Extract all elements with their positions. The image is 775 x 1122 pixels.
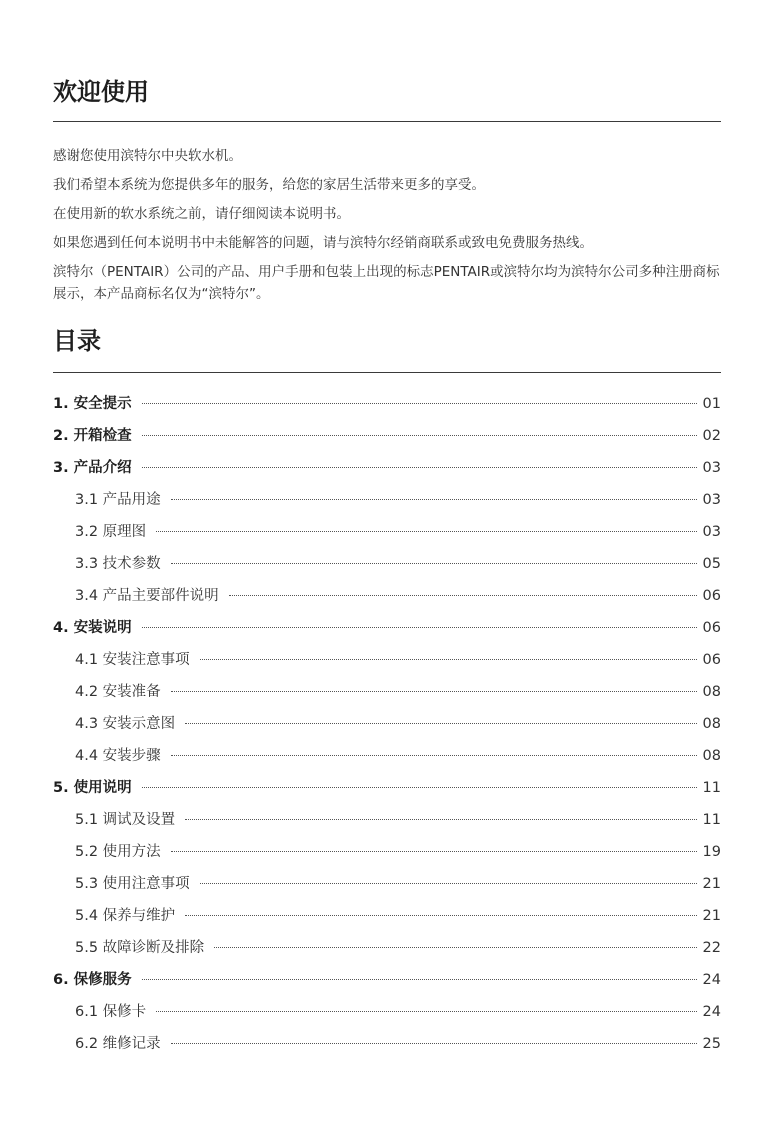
toc-dot-leader bbox=[142, 979, 697, 980]
toc-entry-page: 05 bbox=[702, 556, 721, 572]
toc-entry-page: 03 bbox=[702, 460, 721, 476]
welcome-line: 在使用新的软水系统之前，请仔细阅读本说明书。 bbox=[53, 206, 350, 222]
toc-dot-leader bbox=[200, 883, 697, 884]
toc-entry[interactable] bbox=[53, 648, 721, 680]
toc-entry[interactable] bbox=[53, 808, 721, 840]
toc-entry-page: 25 bbox=[702, 1036, 721, 1052]
toc-entry-label: 3. 产品介绍 bbox=[53, 460, 132, 476]
toc-entry-page: 02 bbox=[702, 428, 721, 444]
toc-entry-label: 4.2 安装准备 bbox=[75, 684, 161, 700]
toc-entry-page: 11 bbox=[702, 812, 721, 828]
toc-entry-page: 06 bbox=[702, 652, 721, 668]
toc-entry-label: 5.3 使用注意事项 bbox=[75, 876, 190, 892]
welcome-text bbox=[53, 142, 733, 305]
toc-dot-leader bbox=[142, 403, 697, 404]
welcome-line: 如果您遇到任何本说明书中未能解答的问题，请与滨特尔经销商联系或致电免费服务热线。 bbox=[53, 235, 593, 251]
toc-entry-page: 08 bbox=[702, 748, 721, 764]
toc-dot-leader bbox=[171, 1043, 697, 1044]
toc-entry-page: 06 bbox=[702, 620, 721, 636]
toc-entry[interactable] bbox=[53, 456, 721, 488]
toc-entry[interactable] bbox=[53, 840, 721, 872]
welcome-line-trademark: 滨特尔（PENTAIR）公司的产品、用户手册和包装上出现的标志PENTAIR或滨特尔均为滨特尔公司多种注册商标展示，本产品商标名仅为“滨特尔”。 bbox=[53, 264, 720, 302]
toc-entry-page: 08 bbox=[702, 716, 721, 732]
toc-entry[interactable] bbox=[53, 968, 721, 1000]
welcome-line: 感谢您使用滨特尔中央软水机。 bbox=[53, 148, 242, 164]
toc-entry[interactable] bbox=[53, 936, 721, 968]
toc-entry-page: 11 bbox=[702, 780, 721, 796]
toc-entry-page: 06 bbox=[702, 588, 721, 604]
toc-dot-leader bbox=[229, 595, 697, 596]
toc-title: 目录 bbox=[53, 327, 101, 355]
toc-entry-label: 1. 安全提示 bbox=[53, 396, 132, 412]
toc-dot-leader bbox=[156, 531, 696, 532]
toc-entry[interactable] bbox=[53, 1032, 721, 1064]
toc-entry[interactable] bbox=[53, 1000, 721, 1032]
toc-dot-leader bbox=[171, 563, 697, 564]
toc-entry[interactable] bbox=[53, 488, 721, 520]
toc-entry-label: 5.1 调试及设置 bbox=[75, 812, 176, 828]
toc-entry[interactable] bbox=[53, 872, 721, 904]
toc-entry-page: 03 bbox=[702, 524, 721, 540]
toc-entry-label: 5. 使用说明 bbox=[53, 780, 132, 796]
toc-entry-label: 4.4 安装步骤 bbox=[75, 748, 161, 764]
toc-entry-label: 3.1 产品用途 bbox=[75, 492, 161, 508]
toc-entry-label: 6. 保修服务 bbox=[53, 972, 132, 988]
welcome-line: 我们希望本系统为您提供多年的服务，给您的家居生活带来更多的享受。 bbox=[53, 177, 485, 193]
toc-entry[interactable] bbox=[53, 424, 721, 456]
toc-entry[interactable] bbox=[53, 520, 721, 552]
toc-dot-leader bbox=[142, 435, 697, 436]
toc-entry-label: 6.2 维修记录 bbox=[75, 1036, 161, 1052]
toc-entry[interactable] bbox=[53, 616, 721, 648]
toc-dot-leader bbox=[142, 787, 697, 788]
toc-entry-page: 01 bbox=[702, 396, 721, 412]
toc-entry-label: 2. 开箱检查 bbox=[53, 428, 132, 444]
toc-list bbox=[53, 392, 721, 1064]
toc-dot-leader bbox=[171, 755, 697, 756]
toc-entry-label: 4.1 安装注意事项 bbox=[75, 652, 190, 668]
toc-entry-page: 03 bbox=[702, 492, 721, 508]
toc-dot-leader bbox=[171, 691, 697, 692]
toc-dot-leader bbox=[171, 499, 697, 500]
toc-entry-label: 4.3 安装示意图 bbox=[75, 716, 176, 732]
toc-entry-page: 24 bbox=[702, 1004, 721, 1020]
toc-dot-leader bbox=[200, 659, 697, 660]
welcome-title: 欢迎使用 bbox=[53, 78, 149, 106]
toc-entry-page: 24 bbox=[702, 972, 721, 988]
toc-entry-label: 6.1 保修卡 bbox=[75, 1004, 147, 1020]
toc-entry[interactable] bbox=[53, 904, 721, 936]
toc-dot-leader bbox=[185, 819, 696, 820]
toc-dot-leader bbox=[185, 915, 696, 916]
toc-entry[interactable] bbox=[53, 744, 721, 776]
toc-dot-leader bbox=[171, 851, 697, 852]
toc-dot-leader bbox=[185, 723, 696, 724]
toc-divider bbox=[53, 372, 721, 373]
toc-entry-page: 21 bbox=[702, 876, 721, 892]
welcome-divider bbox=[53, 121, 721, 122]
toc-entry-label: 4. 安装说明 bbox=[53, 620, 132, 636]
toc-dot-leader bbox=[156, 1011, 696, 1012]
toc-entry[interactable] bbox=[53, 712, 721, 744]
toc-entry[interactable] bbox=[53, 584, 721, 616]
toc-entry-label: 5.5 故障诊断及排除 bbox=[75, 940, 205, 956]
toc-entry[interactable] bbox=[53, 776, 721, 808]
toc-dot-leader bbox=[142, 467, 697, 468]
toc-entry-label: 5.4 保养与维护 bbox=[75, 908, 176, 924]
toc-entry-label: 3.3 技术参数 bbox=[75, 556, 161, 572]
toc-dot-leader bbox=[142, 627, 697, 628]
toc-entry[interactable] bbox=[53, 552, 721, 584]
toc-dot-leader bbox=[214, 947, 696, 948]
toc-entry-page: 21 bbox=[702, 908, 721, 924]
toc-entry[interactable] bbox=[53, 392, 721, 424]
toc-entry-label: 3.2 原理图 bbox=[75, 524, 147, 540]
toc-entry-page: 19 bbox=[702, 844, 721, 860]
toc-entry-label: 3.4 产品主要部件说明 bbox=[75, 588, 219, 604]
toc-entry-page: 08 bbox=[702, 684, 721, 700]
toc-entry[interactable] bbox=[53, 680, 721, 712]
toc-entry-page: 22 bbox=[702, 940, 721, 956]
toc-entry-label: 5.2 使用方法 bbox=[75, 844, 161, 860]
